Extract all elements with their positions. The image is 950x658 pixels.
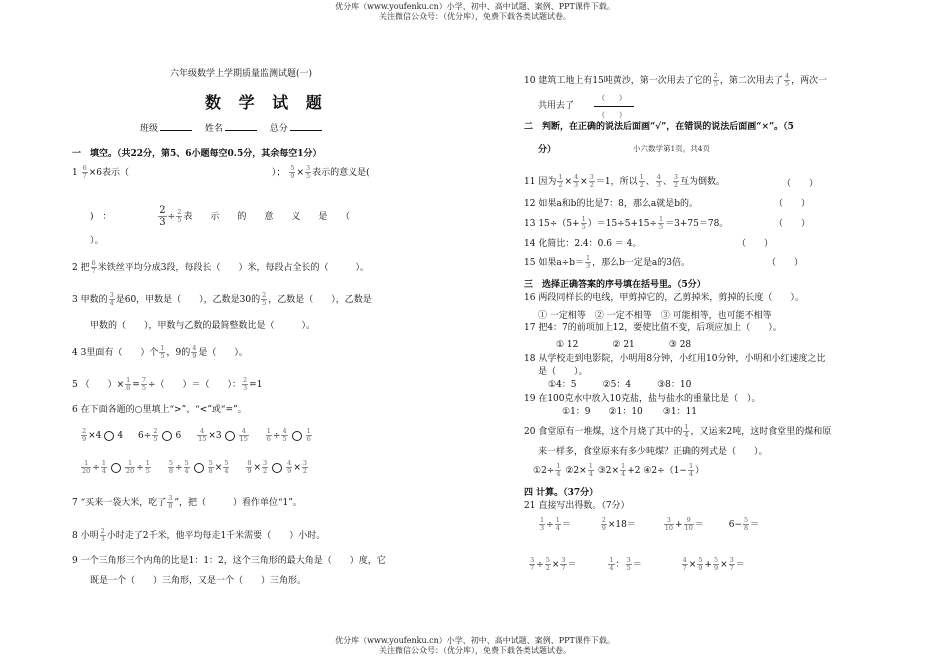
fraction-5-2: $\frac{5}{2}$: [545, 556, 550, 572]
cmp-op-d: ÷: [272, 431, 281, 441]
cmp-op-a: ×4: [88, 431, 102, 441]
calc-row-1: [538, 517, 759, 532]
fraction-1-6-b: $\frac{1}{6}$: [306, 427, 311, 443]
footer-line-2: 关注微信公众号：（优分库），免费下载各类试题试卷。: [379, 646, 571, 655]
q1-text-b: ）；: [271, 168, 286, 178]
fraction-2-5-q10: $\frac{2}{5}$: [713, 72, 718, 88]
question-21: 21 直接写出得数。（7分）: [524, 501, 630, 511]
fraction-9-10-c3: $\frac{9}{10}$: [684, 516, 693, 532]
section-4-heading: 四 计算。（37分）: [524, 488, 599, 498]
q19-option-2[interactable]: ②1：10: [608, 407, 643, 417]
q17-option-2[interactable]: ② 21: [612, 340, 635, 350]
fraction-4-5-q10: $\frac{4}{5}$: [784, 72, 790, 88]
q5-eq: =: [132, 380, 140, 390]
question-19: 19 在100克水中放入10克盐，盐与盐水的重量比是（ ）。: [524, 394, 761, 404]
q18-option-2[interactable]: ②5：4: [602, 380, 632, 390]
paper-subtitle: 六年级数学上学期质量监测试题(一): [170, 69, 313, 79]
calc4-eq: ＝: [750, 520, 760, 530]
fraction-2-3-q8: $\frac{2}{3}$: [100, 527, 105, 543]
q3-text-a: 3 甲数的: [72, 295, 108, 305]
q17-option-1[interactable]: ① 12: [556, 340, 579, 350]
q17-option-3[interactable]: ③ 28: [668, 340, 692, 350]
q1-line3: ）。: [90, 236, 104, 246]
fraction-3-7-b: $\frac{3}{7}$: [561, 556, 566, 572]
fraction-1-8: $\frac{1}{8}$: [126, 376, 131, 392]
q15-text-b: ，那么b一定是a的3倍。: [592, 258, 690, 268]
question-4: [72, 345, 248, 360]
fraction-1-2-b: $\frac{1}{2}$: [639, 173, 644, 189]
q9-line2: 既是一个（ ）三角形，又是一个（ ）三角形。: [90, 576, 307, 586]
paper-title: 数 学 试 题: [205, 93, 328, 112]
fraction-5-4: $\frac{5}{4}$: [184, 459, 189, 475]
calc2-expr: ×18＝: [607, 520, 636, 530]
fraction-5-9-b: $\frac{5}{9}$: [713, 556, 719, 572]
q7-text-a: 7 “买来一袋大米，吃了: [72, 498, 167, 508]
fraction-5-8-c4: $\frac{5}{8}$: [744, 516, 749, 532]
calc7-op-a: ×: [688, 560, 697, 570]
fraction-1-4-o4: $\frac{1}{4}$: [688, 462, 694, 478]
cmp-op-c: ×3: [208, 431, 222, 441]
q18-options: [548, 379, 691, 391]
question-1: 1 $\frac{6}{7}$ ×6表示（ ）； $\frac{5}{9}$ × $\frac{3}{5}$ 表示的意义是(: [72, 164, 370, 180]
question-5: [72, 377, 262, 392]
q11-text-c: 互为倒数。: [680, 177, 726, 187]
fraction-1-3: $\frac{1}{3}$: [585, 254, 591, 270]
q8-text-a: 8 小明: [72, 531, 99, 541]
site-header: [0, 2, 950, 22]
calc5-eq: ＝: [567, 560, 577, 570]
compare-circle[interactable]: [104, 431, 114, 441]
question-9: 9 一个三角形三个内角的比是1：1：2，这个三角形的最大角是（ ）度，它: [72, 556, 386, 566]
fraction-3-7-c: $\frac{3}{7}$: [729, 556, 734, 572]
question-11: 11 因为 $\frac{1}{2}$ × $\frac{4}{3}$ × $\frac{3}{2}$ ＝1，所以 $\frac{1}{2}$ 、 $\frac{4}{3}$ 、 $\frac{3}{2}$ 互为倒数。: [524, 173, 726, 189]
fraction-3-4: $\frac{3}{4}$: [109, 291, 114, 307]
q13-text-c: ＝3+75＝78。: [665, 219, 729, 229]
page-indicator: 小六数学第1页，共4页: [633, 144, 711, 153]
question-6: 6 在下面各题的○里填上“>”、“<”或“=”。: [72, 405, 247, 415]
q1-line2-text: 表 示 的 意 义 是 （: [183, 212, 350, 222]
fraction-2-3-q5: $\frac{2}{3}$: [243, 376, 248, 392]
q4-text-a: 4 3里面有（ ）个: [72, 348, 159, 358]
fraction-1-4: $\frac{1}{4}$: [101, 459, 106, 475]
fraction-3-2-c: $\frac{3}{2}$: [673, 173, 679, 189]
fraction-1-4-c6: $\frac{1}{4}$: [609, 556, 614, 572]
question-1-line-2: [90, 205, 430, 228]
fraction-3-7: $\frac{3}{7}$: [530, 556, 535, 572]
fraction-3-5: $\frac{3}{5}$: [305, 164, 311, 180]
fraction-1-20: $\frac{1}{20}$: [82, 459, 91, 475]
q13-text-a: 13 15÷（5+: [524, 219, 580, 229]
q11-text-a: 11 因为: [524, 177, 557, 187]
q20-option-3-tail: +2: [627, 466, 641, 476]
q20-option-4-tail: ）: [695, 466, 705, 476]
q10-line2: 共用去了: [538, 101, 575, 111]
calc5-op-b: ×: [551, 560, 560, 570]
section-2-heading-line2: 分）: [538, 145, 557, 155]
name-field[interactable]: [225, 121, 257, 131]
fraction-7-5: $\frac{7}{5}$: [141, 376, 146, 392]
fraction-2-9-c2: $\frac{2}{9}$: [601, 516, 606, 532]
compare-row-2: $\frac{1}{20}$ ÷ $\frac{1}{4}$ $\frac{1}{20}$ ÷ $\frac{1}{5}$ $\frac{5}{8}$ ÷ $\frac{5}{4}$ $\frac{5}{8}$ × $\frac{5}{4}$ $\frac{8}{9}$ × $\frac{3}{2}$ $\frac{4}{9}$ × $\frac{3}{2}$: [82, 459, 307, 475]
fraction-1-4-o2: $\frac{1}{4}$: [588, 462, 593, 478]
calc1-op: ÷: [546, 520, 554, 530]
q3-line2: 甲数的（ ），甲数与乙数的最简整数比是（ ）。: [90, 321, 316, 331]
compare-circle[interactable]: [225, 431, 235, 441]
q20-option-1[interactable]: ①2÷: [533, 466, 555, 476]
q14-answer-paren[interactable]: （ ）: [737, 239, 774, 249]
compare-circle[interactable]: [194, 463, 204, 473]
fraction-4-5: $\frac{4}{5}$: [282, 427, 287, 443]
question-2: [72, 260, 369, 275]
compare-circle[interactable]: [111, 463, 121, 473]
q2-text-b: 米铁丝平均分成3段，每段长（ ）米，每段占全长的（ ）。: [97, 263, 369, 273]
q4-text-b: ，9的: [166, 348, 191, 358]
q18-line2: 是（ ）。: [538, 367, 588, 377]
q12-answer-paren[interactable]: （ ）: [774, 199, 811, 209]
fraction-1-5-q13b: $\frac{1}{5}$: [658, 215, 664, 231]
question-16: 16 两段同样长的电线，甲剪掉它的，乙剪掉米，剪掉的长度（ ）。: [524, 293, 804, 303]
q20-options: [533, 463, 704, 478]
fraction-1-4-q20: $\frac{1}{4}$: [684, 423, 689, 439]
fraction-1-4-o3: $\frac{1}{4}$: [621, 462, 626, 478]
q19-option-1[interactable]: ①1：9: [562, 407, 591, 417]
question-3: [72, 292, 372, 307]
fraction-4-7: $\frac{4}{7}$: [682, 556, 687, 572]
fraction-4-15-b: $\frac{4}{15}$: [239, 427, 248, 443]
fraction-5-8-b: $\frac{5}{8}$: [208, 459, 213, 475]
q1-number: 1: [72, 168, 78, 178]
question-7: [72, 495, 302, 510]
q10-frac-top: （ ）: [598, 94, 626, 102]
calc3-eq: ＝: [694, 520, 704, 530]
q20-text-a: 20 食堂原有一堆煤，这个月烧了其中的: [524, 427, 683, 437]
q18-option-1[interactable]: ①4：5: [548, 380, 577, 390]
fraction-3-10-c3: $\frac{3}{10}$: [664, 516, 674, 532]
fraction-3-8: $\frac{3}{8}$: [168, 494, 173, 510]
site-footer: [0, 636, 950, 656]
q10-fraction-bar: [594, 106, 634, 107]
q20-line2: 来一样多，食堂原来有多少吨煤？正确的列式是（ ）。: [538, 447, 768, 457]
compare-circle[interactable]: [292, 431, 302, 441]
class-field[interactable]: [160, 121, 192, 131]
fraction-1-5-b: $\frac{1}{5}$: [145, 459, 150, 475]
fraction-3-2-q11: $\frac{3}{2}$: [589, 173, 594, 189]
fraction-5-9: $\frac{5}{9}$: [290, 164, 295, 180]
calc-row-2: [528, 557, 745, 572]
calc6-eq: ＝: [632, 560, 642, 570]
calc5-op-a: ÷: [536, 560, 544, 570]
fraction-3-5-c6: $\frac{3}{5}$: [626, 556, 631, 572]
q5-text-b: ÷（ ）＝（ ）：: [147, 380, 242, 390]
fraction-8-9: $\frac{8}{9}$: [247, 459, 252, 475]
score-field[interactable]: [290, 121, 322, 131]
question-15: [524, 255, 690, 270]
header-line-2: 关注微信公众号：（优分库），免费下载各类试题试卷。: [379, 12, 571, 21]
q5-text-c: =1: [249, 380, 263, 390]
question-18: 18 从学校走到电影院，小明用8分钟，小红用10分钟，小明和小红速度之比: [524, 354, 826, 364]
q4-text-c: 是（ ）。: [198, 348, 248, 358]
fraction-1-3-c1: $\frac{1}{3}$: [540, 516, 545, 532]
q1-line2-div: ÷: [167, 212, 176, 222]
q17-options: [556, 339, 691, 351]
fraction-1-2: $\frac{1}{2}$: [558, 173, 563, 189]
calc1-eq: ＝: [561, 520, 571, 530]
q10-text-a: 10 建筑工地上有15吨黄沙，第一次用去了它的: [524, 76, 712, 86]
q20-option-4[interactable]: ④2÷（1−: [643, 466, 687, 476]
q18-option-3[interactable]: ③8：10: [657, 380, 692, 390]
q1-text-c: 表示的意义是(: [312, 168, 370, 178]
fraction-3-2: $\frac{3}{2}$: [263, 459, 268, 475]
fraction-1-20-b: $\frac{1}{20}$: [125, 459, 135, 475]
question-13: [524, 216, 728, 231]
fraction-2-5: $\frac{2}{5}$: [177, 208, 182, 224]
student-info-row: [140, 121, 324, 135]
compare-circle[interactable]: [162, 431, 172, 441]
section-3-heading: 三 选择正确答案的序号填在括号里。（5分）: [524, 280, 706, 290]
fraction-4-9-b: $\frac{4}{9}$: [287, 459, 292, 475]
q10-text-b: ，第二次用去了: [719, 76, 783, 86]
fraction-5-9: $\frac{5}{9}$: [698, 556, 703, 572]
q5-text-a: 5 （ ）×: [72, 380, 125, 390]
q10-frac-bottom: （ ）: [598, 111, 626, 119]
q3-text-c: ，乙数是（ ），乙数是: [268, 295, 372, 305]
q10-text-c: ，两次一: [791, 76, 828, 86]
q20-option-2[interactable]: ②2×: [565, 466, 587, 476]
fraction-1-4-c1: $\frac{1}{4}$: [555, 516, 560, 532]
question-17: 17 把4：7的前项加上12，要使比值不变，后项应加上（ ）。: [524, 323, 782, 333]
fraction-1-4-o1: $\frac{1}{4}$: [556, 462, 561, 478]
calc7-op-c: ×: [720, 560, 728, 570]
q20-option-3[interactable]: ③2×: [597, 466, 620, 476]
name-label: 姓名: [204, 124, 223, 134]
q1-text-a: ×6表示（: [88, 168, 130, 178]
fraction-4-3-b: $\frac{4}{3}$: [656, 173, 661, 189]
q2-text-a: 2 把: [72, 263, 90, 273]
q7-text-b: ”，把（ ）看作单位“1”。: [174, 498, 302, 508]
fraction-6-7: $\frac{6}{7}$: [82, 164, 87, 180]
fraction-1-5-q13: $\frac{1}{5}$: [581, 215, 586, 231]
calc3-op: +: [675, 520, 683, 530]
question-14: 14 化简比：2.4：0.6 ＝ 4。: [524, 239, 642, 249]
q8-text-b: 小时走了2千米，他平均每走1千米需要（ ）小时。: [106, 531, 326, 541]
q1-line2-a: ) ：: [90, 212, 112, 222]
question-12: 12 如果a和b的比是7：8，那么a就是b的。: [524, 199, 699, 209]
header-line-1: 优分库（www.youfenku.cn）小学、初中、高中试题、案例、PPT课件下载。: [335, 2, 615, 11]
question-20: [524, 424, 831, 439]
question-8: [72, 528, 325, 543]
fraction-5-4-b: $\frac{5}{4}$: [224, 459, 229, 475]
q20-text-b: ，又运来2吨，这时食堂里的煤和原: [690, 427, 832, 437]
fraction-1-6: $\frac{1}{6}$: [266, 427, 271, 443]
fraction-5-8: $\frac{5}{8}$: [168, 459, 173, 475]
q19-options: [562, 406, 697, 418]
q11-text-b: ＝1，所以: [595, 177, 638, 187]
fraction-2-3: $\frac{2}{3}$: [159, 205, 166, 228]
q11-answer-paren[interactable]: （ ）: [782, 179, 819, 189]
fraction-1-5: $\frac{1}{5}$: [160, 344, 165, 360]
fraction-2-5-q6: $\frac{2}{5}$: [153, 427, 158, 443]
fraction-6-7-q2: $\frac{6}{7}$: [91, 259, 96, 275]
q16-options[interactable]: ① 一定相等 ② 一定不相等 ③ 可能相等，也可能不相等: [538, 311, 772, 321]
calc4-op: 6−: [728, 520, 743, 530]
score-label: 总分: [269, 124, 288, 134]
fraction-4-15: $\frac{4}{15}$: [198, 427, 207, 443]
section-2-heading: 二 判断，在正确的说法后面画“√”，在错误的说法后面画“×”。（5: [524, 122, 794, 132]
cmp-val-a: 4: [117, 431, 124, 441]
footer-line-1: 优分库（www.youfenku.cn）小学、初中、高中试题、案例、PPT课件下载。: [335, 636, 615, 645]
calc7-op-b: +: [704, 560, 712, 570]
cmp-op-b: 6÷: [138, 431, 152, 441]
compare-circle[interactable]: [272, 463, 282, 473]
calc7-eq: ＝: [735, 560, 745, 570]
q13-answer-paren[interactable]: （ ）: [774, 219, 811, 229]
fraction-2-5-q3: $\frac{2}{5}$: [262, 291, 267, 307]
cmp-val-b: 6: [175, 431, 182, 441]
q15-answer-paren[interactable]: （ ）: [767, 258, 804, 268]
class-label: 班级: [140, 124, 159, 134]
fraction-3-2-b: $\frac{3}{2}$: [302, 459, 307, 475]
q15-text-a: 15 如果a÷b＝: [524, 258, 584, 268]
compare-row-1: [80, 428, 313, 443]
q3-text-b: 是60，甲数是（ ），乙数是30的: [115, 295, 261, 305]
fraction-2-9: $\frac{2}{9}$: [82, 427, 87, 443]
fraction-4-9: $\frac{4}{9}$: [192, 344, 197, 360]
question-10: [524, 73, 827, 88]
q19-option-3[interactable]: ③1：11: [662, 407, 698, 417]
section-1-heading: 一 填空。（共22分，第5、6小题每空0.5分，其余每空1分）: [72, 149, 322, 159]
fraction-4-3: $\frac{4}{3}$: [574, 173, 579, 189]
q13-text-b: ）＝15÷5+15÷: [587, 219, 657, 229]
calc6-op: ：: [615, 560, 625, 570]
